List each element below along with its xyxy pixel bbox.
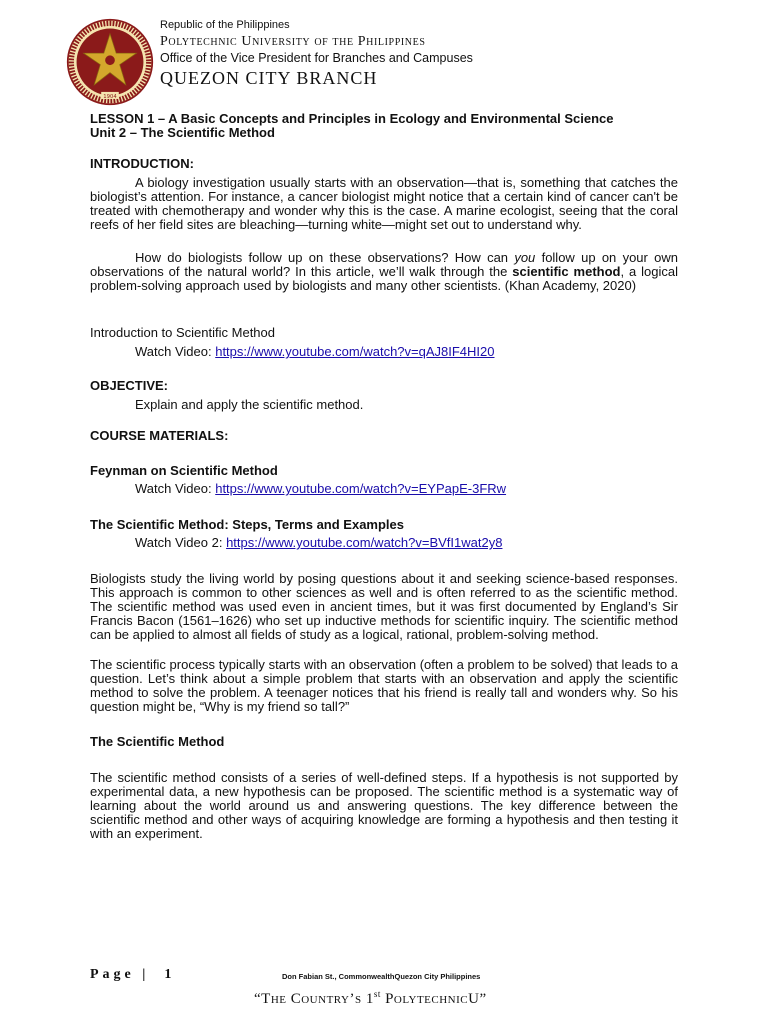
feynman-video-link[interactable]: https://www.youtube.com/watch?v=EYPapE-3FRw <box>215 481 507 496</box>
seal-year: 1904 <box>103 94 117 101</box>
body-paragraph-1: Biologists study the living world by posing questions about it and seeking science-based responses. This approach is common to other sciences as well and is often referred to as the scientific method. The scientific method was used even in ancient times, but it was first documented by England’s Sir Francis Bacon (1561–1626) who set up inductive methods for scientific inquiry. The scientific method can be applied to almost all fields of study as a logical, rational, problem-solving method. <box>90 571 678 642</box>
unit-title: Unit 2 – The Scientific Method <box>90 125 275 140</box>
page-number: Page | 1 <box>90 967 176 982</box>
steps-video-link[interactable]: https://www.youtube.com/watch?v=BVfI1wat2y8 <box>226 535 503 550</box>
course-materials-heading: COURSE MATERIALS: <box>90 428 229 443</box>
objective-heading: OBJECTIVE: <box>90 378 169 393</box>
body-paragraph-3: The scientific method consists of a series of well-defined steps. If a hypothesis is not supported by experimental data, a new hypothesis can be proposed. The scientific method is a systematic way of learning about the world around us and answering questions. The key difference between the scientific method and other ways of acquiring knowledge are forming a hypothesis and then testing it with an experiment. <box>90 770 678 841</box>
republic-line: Republic of the Philippines <box>160 19 290 31</box>
intro-paragraph-1: A biology investigation usually starts with an observation—that is, something that catches the biologist’s attention. For instance, a cancer biologist might notice that a certain kind of cancer can't be treated with chemotherapy and wonder why this is the case. A marine ecologist, seeing that the coral reefs of her field sites are bleaching—turning white—might set out to understand why. <box>90 175 678 232</box>
lesson-title: LESSON 1 – A Basic Concepts and Principles in Ecology and Environmental Science <box>90 111 614 126</box>
intro-video-link[interactable]: https://www.youtube.com/watch?v=qAJ8IF4HI20 <box>215 344 495 359</box>
university-name: Polytechnic University of the Philippines <box>160 34 426 49</box>
pup-seal-logo <box>66 18 154 106</box>
introduction-heading: INTRODUCTION: <box>90 156 194 171</box>
steps-title: The Scientific Method: Steps, Terms and Examples <box>90 517 404 532</box>
intro-video-title: Introduction to Scientific Method <box>90 325 275 340</box>
office-line: Office of the Vice President for Branches and Campuses <box>160 51 473 65</box>
footer-address: Don Fabian St., CommonwealthQuezon City Philippines <box>282 972 481 981</box>
branch-name: QUEZON CITY BRANCH <box>160 68 378 88</box>
feynman-video-line: Watch Video: https://www.youtube.com/watch?v=EYPapE-3FRw <box>135 481 507 496</box>
body-paragraph-2: The scientific process typically starts with an observation (often a problem to be solved) that leads to a question. Let’s think about a simple problem that starts with an observation and apply the scientific method to solve the problem. A teenager notices that his friend is really tall and wonders why. So his question might be, “Why is my friend so tall?” <box>90 657 678 714</box>
intro-video-line: Watch Video: https://www.youtube.com/watch?v=qAJ8IF4HI20 <box>135 344 495 359</box>
steps-video-line: Watch Video 2: https://www.youtube.com/watch?v=BVfI1wat2y8 <box>135 535 503 550</box>
feynman-title: Feynman on Scientific Method <box>90 463 278 478</box>
scientific-method-heading: The Scientific Method <box>90 734 225 749</box>
footer-motto: “The Country’s 1st PolytechnicU” <box>254 989 487 1007</box>
intro-paragraph-2: How do biologists follow up on these observations? How can you follow up on your own observations of the natural world? In this article, we’ll walk through the scientific method, a logical problem-solving approach used by biologists and many other scientists. (Khan Academy, 2020) <box>90 250 678 293</box>
objective-text: Explain and apply the scientific method. <box>135 397 364 412</box>
